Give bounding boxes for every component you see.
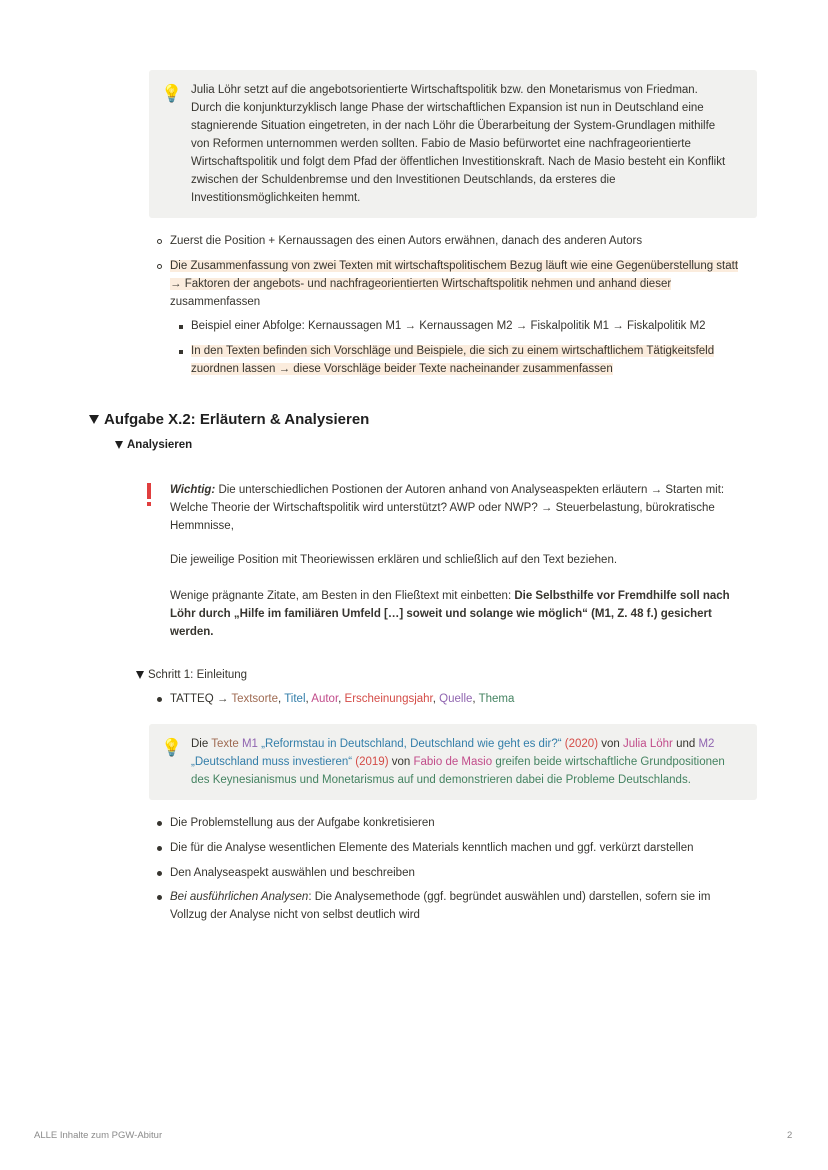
list-item: Zuerst die Position + Kernaussagen des einen Autors erwähnen, danach des anderen Autors [170, 235, 643, 247]
example-callout [149, 724, 757, 800]
list-bullet [157, 239, 162, 244]
sub-list-bullet [179, 325, 183, 329]
important-note: Wichtig: Die unterschiedlichen Postionen der Autoren anhand von Analyseaspekten erläutern → Starten mit: Welche Theorie der Wirtschaftspolitik wird unterstützt? AWP oder NWP? → Steuerbelastung, bürokratische Hemmnisse, [170, 484, 725, 532]
step-title: Schritt 1: Einleitung [148, 669, 248, 681]
list-item-highlighted: Die Zusammenfassung von zwei Texten mit wirtschaftspolitischem Bezug läuft wie eine Gegenüberstellung statt → Faktoren der angebots- und nachfrageorientierten Wirtschaftspolitik nehmen und anhand dieser zusammenfassen [170, 260, 739, 308]
sub-list-bullet [179, 350, 183, 354]
lightbulb-icon: 💡 [161, 738, 183, 757]
list-item: Die für die Analyse wesentlichen Elemente des Materials kenntlich machen und ggf. verkürzt darstellen [170, 842, 694, 854]
callout-line: Wirtschaftspolitik und folgt dem Pfad der öffentlichen Investitionskraft. Nach de Masio besteht ein Konflikt [191, 156, 726, 168]
exclamation-icon [146, 483, 152, 507]
toggle-arrow-icon[interactable] [115, 441, 123, 449]
summary-callout-text [191, 81, 743, 207]
callout-line: Durch die konjunkturzyklisch lange Phase der wirtschaftlichen Expansion ist nun in Deutschland eine [191, 102, 704, 114]
callout-line: zwischen der Schuldenbremse und den Investitionen Deutschlands, da ersteres die [191, 174, 616, 186]
callout-line: von Reformen unternommen werden sollten. Fabio de Masio befürwortet eine nachfrageorientierte [191, 138, 691, 150]
callout-line: stagnierende Situation eingetreten, in der nach Löhr die Überarbeitung der System-Grundlagen mithilfe [191, 120, 716, 132]
toggle-arrow-icon[interactable] [136, 671, 144, 679]
quote-paragraph: Wenige prägnante Zitate, am Besten in den Fließtext mit einbetten: Die Selbsthilfe vor Fremdhilfe soll nach Löhr durch „Hilfe im familiären Umfeld […] soweit und solange wie möglich“ (M1, Z. 48 f.) gesichert werden. [170, 590, 730, 638]
callout-line: Investitionsmöglichkeiten hemmt. [191, 192, 361, 204]
sub-list-item-highlighted: In den Texten befinden sich Vorschläge und Beispiele, die sich zu einem wirtschaftlichem Tätigkeitsfeld zuordnen lassen → diese Vorschläge beider Texte nacheinander zusammenfassen [191, 345, 715, 375]
list-bullet [157, 264, 162, 269]
subsection-heading: Analysieren [127, 439, 193, 451]
important-label: Wichtig: [170, 484, 216, 496]
list-bullet [157, 697, 162, 702]
list-bullet [157, 895, 162, 900]
callout-line: Julia Löhr setzt auf die angebotsorientierte Wirtschaftspolitik bzw. den Monetarismus von Friedman. [191, 84, 698, 96]
lightbulb-icon: 💡 [161, 84, 183, 103]
list-bullet [157, 821, 162, 826]
example-callout-text: Die Texte M1 „Reformstau in Deutschland, Deutschland wie geht es dir?“ (2020) von Julia Löhr und M2 „Deutschland muss investieren“ (2019) von Fabio de Masio greifen beide wirtschaftliche Grundpositionen des Keynesianismus und Monetarismus auf und demonstrieren dabei die Probleme Deutschlands. [191, 738, 725, 786]
summary-callout [149, 70, 757, 218]
list-item: Bei ausführlichen Analysen: Die Analysemethode (ggf. begründet auswählen und) darstellen, sofern sie im Vollzug der Analyse nicht von selbst deutlich wird [170, 891, 711, 921]
list-item: Den Analyseaspekt auswählen und beschreiben [170, 867, 415, 879]
page-number: 2 [787, 1130, 793, 1141]
toggle-arrow-icon[interactable] [89, 415, 99, 424]
list-bullet [157, 846, 162, 851]
list-bullet [157, 871, 162, 876]
footer-left: ALLE Inhalte zum PGW-Abitur [34, 1130, 163, 1141]
section-heading: Aufgabe X.2: Erläutern & Analysieren [104, 411, 370, 428]
sub-list-item: Beispiel einer Abfolge: Kernaussagen M1 → Kernaussagen M2 → Fiskalpolitik M1 → Fiskalpolitik M2 [191, 320, 706, 332]
tatteq-item: TATTEQ → Textsorte, Titel, Autor, Erscheinungsjahr, Quelle, Thema [170, 693, 515, 705]
note-paragraph: Die jeweilige Position mit Theoriewissen erklären und schließlich auf den Text beziehen. [170, 554, 618, 566]
list-item: Die Problemstellung aus der Aufgabe konkretisieren [170, 817, 435, 829]
